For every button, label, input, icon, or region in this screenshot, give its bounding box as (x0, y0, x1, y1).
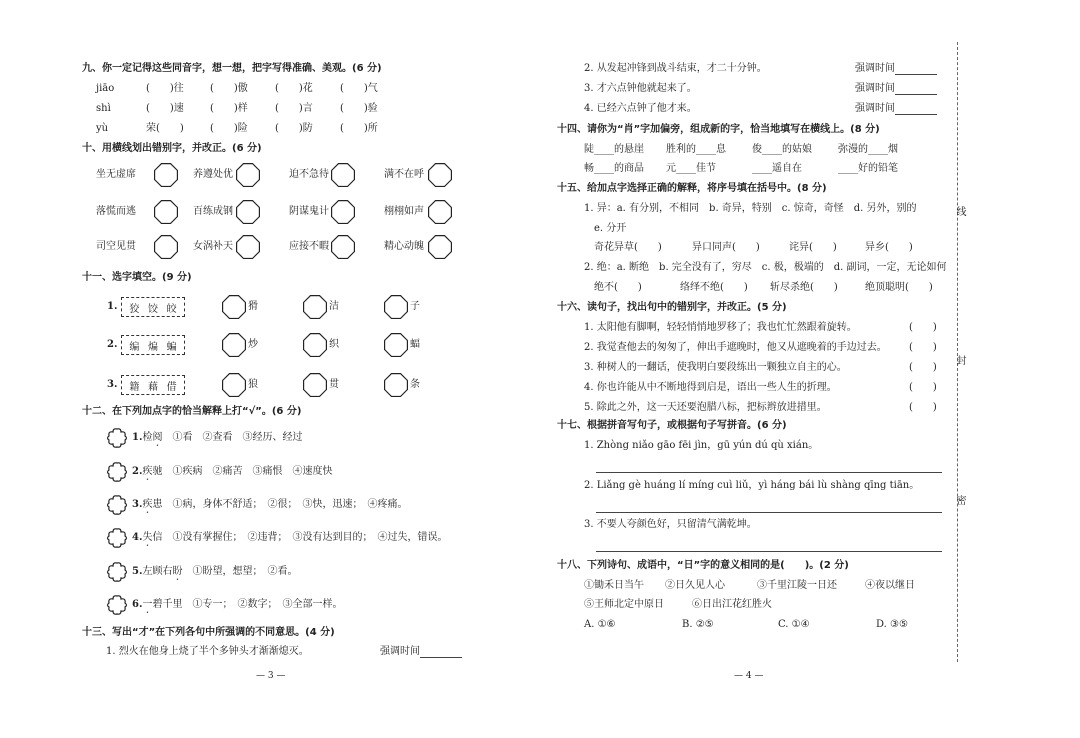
choice-char: 籍 (129, 381, 140, 393)
q14-title: 十四、请你为“肖”字加偏旁，组成新的字，恰当地填写在横线上。(8 分) (557, 124, 880, 135)
choice-char: 煸 (147, 341, 158, 353)
q12-word-post: 信 (152, 532, 163, 543)
q11-word: 狼 (248, 379, 258, 390)
binding-mark-3: 密 (954, 495, 965, 505)
q11-word: 织 (329, 339, 339, 350)
q15-item-1b: e. 分开 (594, 223, 627, 234)
q18-answer-choice[interactable]: C. ①④ (778, 619, 810, 630)
q12-options: ①专一； ②数字； ③全部一样。 (192, 599, 343, 610)
q12-item (132, 466, 332, 483)
correction-octagon[interactable] (236, 235, 260, 259)
homophone-blank[interactable]: ( )速 (146, 103, 184, 114)
correction-octagon[interactable] (331, 235, 355, 259)
binding-mark-1: 线 (954, 206, 965, 216)
q11-word: 子 (410, 301, 420, 312)
q13-item-1: 1. 烈火在他身上烧了半个多钟头才渐渐熄灭。 (106, 646, 309, 657)
q11-word: 洁 (329, 301, 339, 312)
q12-num: 3. (132, 499, 143, 510)
answer-flower-icon[interactable] (106, 561, 128, 583)
homophone-blank[interactable]: ( )气 (340, 83, 378, 94)
binding-mark-2: 封 (954, 355, 965, 365)
binding-line (957, 42, 958, 662)
q14-blank[interactable]: 俊____的姑娘 (752, 144, 812, 155)
answer-line[interactable] (596, 512, 942, 513)
answer-line[interactable] (596, 551, 942, 552)
q13-label-text: 强调时间 (380, 646, 420, 657)
choice-char: 编 (129, 341, 140, 353)
correction-octagon[interactable] (236, 163, 260, 187)
homophone-blank[interactable]: ( )言 (275, 103, 313, 114)
idiom-text: 坐无虚席 (96, 169, 136, 180)
fill-octagon[interactable] (384, 295, 408, 319)
idiom-text: 满不在呼 (384, 169, 424, 180)
choice-char: 狡 (129, 303, 140, 315)
q18-option: ④夜以继日 (865, 580, 915, 591)
correction-octagon[interactable] (428, 163, 452, 187)
idiom-text: 养遵处优 (193, 169, 233, 180)
answer-flower-icon[interactable] (106, 461, 128, 483)
q13-label-text: 强调时间 (855, 63, 895, 74)
q14-blank[interactable]: 胜利的____息 (666, 144, 726, 155)
q13-label-1 (380, 646, 462, 658)
q16-sentence: 3. 种树人的一翻话，使我明白要段练出一颗独立自主的心。 (584, 362, 847, 373)
q18-answer-choice[interactable]: B. ②⑤ (682, 619, 714, 630)
answer-flower-icon[interactable] (106, 427, 128, 449)
fill-octagon[interactable] (222, 373, 246, 397)
q12-options: ①疾病 ②痛苦 ③痛恨 ④速度快 (172, 466, 333, 477)
page-number-left: — 3 — (256, 671, 286, 681)
q11-num: 2. (107, 339, 118, 350)
idiom-text: 迫不急待 (289, 169, 329, 180)
fill-octagon[interactable] (303, 333, 327, 357)
q12-num: 6. (132, 599, 143, 610)
q12-item (132, 532, 447, 549)
q12-word-pre: 左顾右 (142, 566, 173, 577)
q15-choice[interactable]: 异乡( ) (865, 242, 913, 253)
fill-octagon[interactable] (384, 333, 408, 357)
correction-octagon[interactable] (428, 235, 452, 259)
q12-item (132, 566, 297, 583)
q9-title: 九、你一定记得这些同音字，想一想，把字写得准确、美观。(6 分) (82, 63, 382, 74)
idiom-text: 栩栩如声 (384, 206, 424, 217)
answer-flower-icon[interactable] (106, 494, 128, 516)
q12-dotted-char: 疾 (142, 499, 153, 510)
q12-word-pre: 检 (142, 432, 153, 443)
q13-label-text: 强调时间 (855, 103, 895, 114)
q11-title: 十一、选字填空。(9 分) (82, 272, 192, 283)
answer-flower-icon[interactable] (106, 594, 128, 616)
homophone-blank[interactable]: ( )防 (275, 123, 313, 134)
homophone-blank[interactable]: ( )验 (340, 103, 378, 114)
correction-octagon[interactable] (331, 163, 355, 187)
q18-option: ③千里江陵一日还 (757, 580, 837, 591)
q16-answer-paren[interactable]: ( ) (909, 342, 937, 353)
idiom-text: 精心动魄 (384, 241, 424, 252)
q18-answer-choice[interactable]: D. ③⑤ (876, 619, 908, 630)
homophone-blank[interactable]: ( )所 (340, 123, 378, 134)
q18-option: ①锄禾日当午 (584, 580, 644, 591)
q16-title: 十六、读句子，找出句中的错别字，并改正。(5 分) (557, 302, 787, 313)
q13-label (855, 83, 937, 95)
q15-choice[interactable]: 绝不( ) (594, 282, 642, 293)
choice-char: 借 (166, 381, 177, 393)
q18-title: 十八、下列诗句、成语中，“日”字的意义相同的是( )。(2 分) (557, 560, 849, 571)
q14-blank[interactable]: ____遥自在 (752, 163, 802, 174)
q15-item-2: 2. 绝：a. 断绝 b. 完全没有了，穷尽 c. 极，极端的 d. 副词，一定，无论如何 (584, 262, 947, 273)
q12-num: 5. (132, 566, 143, 577)
q12-dotted-char: 一 (142, 599, 153, 610)
fill-octagon[interactable] (303, 295, 327, 319)
choice-char: 藉 (147, 381, 158, 393)
q15-item-1: 1. 异：a. 有分别，不相同 b. 奇异，特别 c. 惊奇，奇怪 d. 另外，别的 (584, 203, 917, 214)
homophone-blank[interactable]: 荣( ) (146, 123, 184, 134)
q16-answer-paren[interactable]: ( ) (909, 362, 937, 373)
answer-line[interactable] (895, 104, 937, 115)
q17-title: 十七、根据拼音写句子，或根据句子写拼音。(6 分) (557, 420, 787, 431)
homophone-blank[interactable]: ( )险 (210, 123, 248, 134)
q11-word: 蝠 (410, 339, 420, 350)
q16-sentence: 1. 太阳他有脚啊，轻轻悄悄地罗移了；我也忙忙然跟着旋转。 (584, 322, 857, 333)
fill-octagon[interactable] (303, 373, 327, 397)
q12-dotted-char: 阅 (152, 432, 163, 443)
q15-choice[interactable]: 异口同声( ) (692, 242, 760, 253)
answer-line[interactable] (420, 647, 462, 658)
q11-word: 条 (410, 379, 420, 390)
q13-item: 4. 已经六点钟了他才来。 (584, 103, 697, 114)
q14-blank[interactable]: 陡____的悬崖 (584, 144, 644, 155)
char-choice-box (121, 375, 185, 395)
answer-flower-icon[interactable] (106, 527, 128, 549)
q12-options: ①没有掌握住； ②违背； ③没有达到目的； ④过失，错误。 (172, 532, 448, 543)
q11-word: 贯 (329, 379, 339, 390)
q15-choice[interactable]: 绝顶聪明( ) (865, 282, 933, 293)
q18-option: ②日久见人心 (665, 580, 725, 591)
q11-word: 猾 (248, 301, 258, 312)
q12-options: ①病，身体不舒适； ②很； ③快，迅速； ④疼痛。 (172, 499, 408, 510)
q12-dotted-char: 盼 (172, 566, 183, 577)
q12-num: 4. (132, 532, 143, 543)
q12-dotted-char: 疾 (142, 466, 153, 477)
q16-sentence: 2. 我觉查他去的匆匆了，伸出手遮晚时，他又从遮晚着的手边过去。 (584, 342, 887, 353)
q12-num: 1. (132, 432, 143, 443)
q18-option: ⑤王师北定中原日 (584, 599, 664, 610)
q16-sentence: 5. 除此之外，这一天还要泡腊八标，把标辫放进措里。 (584, 402, 827, 413)
pinyin-label: shì (96, 103, 111, 114)
q17-item: 3. 不要人夸颜色好，只留清气满乾坤。 (584, 519, 757, 530)
homophone-blank[interactable]: ( )样 (210, 103, 248, 114)
char-choice-box (121, 335, 185, 355)
q16-answer-paren[interactable]: ( ) (909, 382, 937, 393)
fill-octagon[interactable] (222, 295, 246, 319)
idiom-text: 落慌而逃 (96, 206, 136, 217)
q14-blank[interactable]: ____好的铅笔 (838, 163, 898, 174)
q18-option: ⑥日出江花红胜火 (692, 599, 772, 610)
q17-item: 2. Liǎng gè huáng lí míng cuì liǔ，yì háng bái lù shàng qīng tiān。 (584, 480, 920, 491)
q13-label (855, 103, 937, 115)
q13-item: 3. 才六点钟他就起来了。 (584, 83, 697, 94)
char-choice-box (121, 297, 185, 317)
q13-label (855, 63, 937, 75)
correction-octagon[interactable] (428, 200, 452, 224)
q12-options: ①看 ②查看 ③经历、经过 (172, 432, 303, 443)
homophone-blank[interactable]: ( )傲 (210, 83, 248, 94)
q17-item: 1. Zhòng niǎo gāo fēi jìn，gū yún dú qù xián。 (584, 440, 819, 451)
idiom-text: 司空见贯 (96, 241, 136, 252)
q16-answer-paren[interactable]: ( ) (909, 402, 937, 413)
answer-line[interactable] (596, 472, 942, 473)
answer-line[interactable] (895, 84, 937, 95)
q16-answer-paren[interactable]: ( ) (909, 322, 937, 333)
choice-char: 蝙 (166, 341, 177, 353)
q12-word-post: 碧千里 (152, 599, 183, 610)
q12-num: 2. (132, 466, 143, 477)
pinyin-label: jiāo (96, 83, 115, 94)
q11-num: 1. (107, 301, 118, 312)
q18-answer-choice[interactable]: A. ①⑥ (584, 619, 616, 630)
q14-blank[interactable]: 弥漫的____烟 (838, 144, 898, 155)
q13-item: 2. 从发起冲锋到战斗结束，才二十分钟。 (584, 63, 767, 74)
q12-item (132, 432, 302, 449)
q13-title: 十三、写出“才”在下列各句中所强调的不同意思。(4 分) (82, 627, 335, 638)
idiom-text: 阴谋鬼计 (289, 206, 329, 217)
correction-octagon[interactable] (154, 235, 178, 259)
pinyin-label: yù (96, 123, 109, 134)
choice-char: 饺 (147, 303, 158, 315)
q15-choice[interactable]: 络绎不绝( ) (680, 282, 748, 293)
idiom-text: 应接不暇 (289, 241, 329, 252)
idiom-text: 百练成钢 (193, 206, 233, 217)
q10-title: 十、用横线划出错别字，并改正。(6 分) (82, 143, 262, 154)
correction-octagon[interactable] (236, 200, 260, 224)
q12-item (132, 499, 407, 516)
q14-blank[interactable]: 畅____的商品 (584, 163, 644, 174)
q14-blank[interactable]: 元____佳节 (666, 163, 716, 174)
correction-octagon[interactable] (154, 200, 178, 224)
q11-num: 3. (107, 379, 118, 390)
q15-choice[interactable]: 诧异( ) (789, 242, 837, 253)
fill-octagon[interactable] (222, 333, 246, 357)
q12-options: ①盼望，想望； ②看。 (192, 566, 298, 577)
answer-line[interactable] (895, 64, 937, 75)
choice-char: 皎 (166, 303, 177, 315)
q12-word-post: 患 (152, 499, 163, 510)
q12-title: 十二、在下列加点字的恰当解释上打“√”。(6 分) (82, 406, 302, 417)
q16-sentence: 4. 你也许能从中不断地得到启是，语出一些人生的折理。 (584, 382, 837, 393)
q11-word: 炒 (248, 339, 258, 350)
q15-choice[interactable]: 斩尽杀绝( ) (770, 282, 838, 293)
homophone-blank[interactable]: ( )往 (146, 83, 184, 94)
fill-octagon[interactable] (384, 373, 408, 397)
q12-item (132, 599, 342, 616)
page-number-right: — 4 — (734, 671, 764, 681)
correction-octagon[interactable] (154, 163, 178, 187)
homophone-blank[interactable]: ( )花 (275, 83, 313, 94)
q15-title: 十五、给加点字选择正确的解释，将序号填在括号中。(8 分) (557, 183, 827, 194)
q12-word-post: 驰 (152, 466, 163, 477)
correction-octagon[interactable] (331, 200, 355, 224)
idiom-text: 女涡补天 (193, 241, 233, 252)
q15-choice[interactable]: 奇花异草( ) (594, 242, 662, 253)
q12-dotted-char: 失 (142, 532, 153, 543)
q13-label-text: 强调时间 (855, 83, 895, 94)
